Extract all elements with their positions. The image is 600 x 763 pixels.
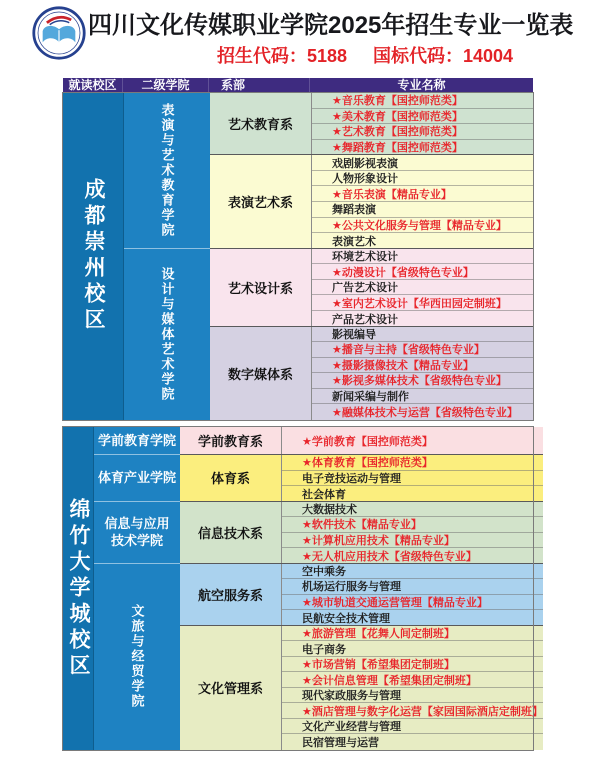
major-label: ★音乐教育【国控师范类】 bbox=[332, 95, 463, 108]
col-header-major: 专业名称 bbox=[397, 78, 446, 92]
campus-cell bbox=[63, 427, 94, 750]
national-code-value: 14004 bbox=[462, 46, 514, 66]
major-list bbox=[281, 502, 543, 563]
school-logo-icon bbox=[31, 5, 87, 61]
major-row bbox=[312, 93, 533, 109]
department-cell: 文化管理系 bbox=[197, 681, 263, 697]
major-label: 民航安全技术管理 bbox=[302, 613, 390, 625]
campus-cell bbox=[63, 93, 124, 420]
major-row bbox=[312, 264, 533, 280]
major-label: 人物形象设计 bbox=[332, 173, 398, 186]
major-row bbox=[312, 280, 533, 296]
department-section bbox=[210, 249, 533, 327]
major-row bbox=[282, 455, 543, 471]
major-label: ★影视多媒体技术【省级特色专业】 bbox=[332, 375, 507, 388]
major-row bbox=[282, 688, 543, 704]
national-code-label: 国标代码： bbox=[372, 46, 463, 66]
department-column bbox=[180, 564, 543, 750]
major-row bbox=[282, 471, 543, 487]
major-row bbox=[312, 109, 533, 125]
college-row bbox=[94, 564, 543, 750]
college-name-line: 体育产业学院 bbox=[97, 470, 176, 486]
major-row bbox=[312, 202, 533, 218]
major-label: ★学前教育【国控师范类】 bbox=[302, 435, 433, 448]
college-row bbox=[94, 502, 543, 564]
college-row bbox=[124, 93, 533, 249]
major-label: ★会计信息管理【希望集团定制班】 bbox=[302, 674, 477, 687]
department-column bbox=[180, 455, 543, 502]
major-label: ★公共文化服务与管理【精品专业】 bbox=[332, 219, 507, 232]
major-label: ★市场营销【希望集团定制班】 bbox=[302, 659, 455, 672]
department-cell: 艺术教育系 bbox=[227, 117, 293, 133]
department-cell: 艺术设计系 bbox=[227, 280, 293, 296]
major-list bbox=[311, 249, 533, 326]
major-row bbox=[282, 502, 543, 518]
college-cell bbox=[94, 502, 180, 564]
major-label: 戏剧影视表演 bbox=[332, 157, 398, 170]
major-label: ★酒店管理与数字化运营【家园国际酒店定制班】 bbox=[302, 705, 543, 718]
department-section bbox=[180, 564, 543, 626]
major-row bbox=[312, 186, 533, 202]
col-header-college: 二级学院 bbox=[123, 78, 209, 93]
major-row bbox=[312, 124, 533, 140]
college-name-line: 技术学院 bbox=[110, 533, 163, 549]
major-label: ★室内艺术设计【华西田园定制班】 bbox=[332, 297, 507, 310]
department-column bbox=[210, 93, 533, 249]
major-row bbox=[312, 233, 533, 249]
major-label: 现代家政服务与管理 bbox=[302, 690, 401, 703]
major-row bbox=[312, 249, 533, 265]
major-label: 表演艺术 bbox=[332, 235, 376, 248]
major-label: ★播音与主持【省级特色专业】 bbox=[332, 344, 485, 357]
major-row bbox=[312, 155, 533, 171]
campus-block bbox=[63, 93, 533, 420]
major-row bbox=[312, 140, 533, 156]
department-section bbox=[210, 155, 533, 248]
major-label: ★无人机应用技术【省级特色专业】 bbox=[302, 550, 477, 563]
department-cell: 数字媒体系 bbox=[227, 366, 293, 382]
major-row bbox=[312, 404, 533, 420]
major-label: ★音乐表演【精品专业】 bbox=[332, 188, 452, 201]
major-label: ★融媒体技术与运营【省级特色专业】 bbox=[332, 407, 518, 420]
college-cell bbox=[124, 93, 210, 249]
department-cell: 表演艺术系 bbox=[227, 194, 293, 210]
major-row bbox=[312, 327, 533, 343]
major-row bbox=[282, 672, 543, 688]
major-label: 电子商务 bbox=[302, 643, 346, 656]
major-label: 产品艺术设计 bbox=[332, 313, 398, 326]
major-row bbox=[282, 719, 543, 735]
admission-codes-line bbox=[130, 42, 600, 68]
major-label: ★软件技术【精品专业】 bbox=[302, 519, 422, 532]
major-row bbox=[282, 641, 543, 657]
college-name: 设计与媒体艺术学院 bbox=[159, 266, 175, 402]
major-list bbox=[311, 155, 533, 247]
major-label: ★城市轨道交通运营管理【精品专业】 bbox=[302, 596, 488, 609]
col-header-campus: 就读校区 bbox=[63, 78, 123, 93]
major-list bbox=[281, 564, 543, 625]
major-row bbox=[282, 703, 543, 719]
major-row bbox=[282, 486, 543, 502]
college-row bbox=[94, 455, 543, 502]
major-label: 民宿管理与运营 bbox=[302, 737, 379, 750]
col-header-department: 系部 bbox=[209, 78, 310, 93]
admission-code-value: 5188 bbox=[306, 46, 347, 66]
major-row bbox=[312, 342, 533, 358]
department-section bbox=[210, 327, 533, 420]
major-list bbox=[281, 626, 543, 750]
department-cell: 体育系 bbox=[210, 471, 250, 487]
major-row bbox=[312, 311, 533, 327]
major-row bbox=[282, 517, 543, 533]
department-column bbox=[180, 502, 543, 564]
department-cell: 航空服务系 bbox=[197, 587, 263, 603]
major-label: 电子竞技运动与管理 bbox=[302, 472, 401, 485]
major-label: 大数据技术 bbox=[302, 503, 357, 516]
department-cell: 信息技术系 bbox=[197, 525, 263, 541]
major-row bbox=[282, 595, 543, 611]
college-name-line: 学前教育学院 bbox=[97, 433, 176, 448]
major-label: ★旅游管理【花舞人间定制班】 bbox=[302, 628, 455, 641]
campus-name: 绵竹大学城校区 bbox=[67, 497, 90, 680]
department-section bbox=[180, 455, 543, 502]
major-row bbox=[282, 548, 543, 564]
major-label: 空中乘务 bbox=[302, 565, 346, 578]
major-row bbox=[282, 734, 543, 750]
major-label: 舞蹈表演 bbox=[332, 204, 376, 217]
major-label: ★体育教育【国控师范类】 bbox=[302, 457, 433, 470]
college-column bbox=[94, 427, 543, 750]
major-label: 环境艺术设计 bbox=[332, 250, 398, 263]
major-row bbox=[312, 171, 533, 187]
major-row bbox=[312, 295, 533, 311]
major-row bbox=[282, 657, 543, 673]
major-label: ★动漫设计【省级特色专业】 bbox=[332, 266, 474, 279]
college-row bbox=[94, 427, 543, 455]
major-label: ★计算机应用技术【精品专业】 bbox=[302, 534, 455, 547]
major-row bbox=[282, 427, 543, 454]
major-row bbox=[312, 389, 533, 405]
major-label: ★美术教育【国控师范类】 bbox=[332, 110, 463, 123]
major-row bbox=[282, 579, 543, 595]
admission-code-label: 招生代码： bbox=[216, 46, 307, 66]
college-name: 表演与艺术教育学院 bbox=[159, 102, 175, 238]
major-label: 影视编导 bbox=[332, 328, 376, 341]
major-list bbox=[311, 327, 533, 420]
major-row bbox=[282, 610, 543, 626]
college-column bbox=[124, 93, 533, 420]
campus-block bbox=[63, 427, 543, 750]
college-cell bbox=[94, 455, 180, 502]
major-list bbox=[281, 427, 543, 454]
major-row bbox=[282, 533, 543, 549]
college-name-line: 信息与应用 bbox=[104, 516, 170, 532]
major-row bbox=[312, 358, 533, 374]
department-cell: 学前教育系 bbox=[197, 434, 263, 449]
department-section bbox=[180, 427, 543, 455]
page-title: 四川文化传媒职业学院2025年招生专业一览表 bbox=[88, 12, 574, 39]
college-cell bbox=[124, 249, 210, 420]
department-column bbox=[210, 249, 533, 420]
major-label: ★摄影摄像技术【精品专业】 bbox=[332, 359, 474, 372]
department-section bbox=[210, 93, 533, 155]
table-header-row bbox=[63, 78, 533, 93]
college-row bbox=[124, 249, 533, 420]
major-list bbox=[311, 93, 533, 154]
major-row bbox=[312, 373, 533, 389]
major-list bbox=[281, 455, 543, 501]
department-column bbox=[180, 427, 543, 455]
college-cell bbox=[94, 564, 180, 750]
major-row bbox=[282, 626, 543, 642]
major-label: 新闻采编与制作 bbox=[332, 391, 409, 404]
major-row bbox=[312, 218, 533, 234]
major-label: 社会体育 bbox=[302, 488, 346, 501]
major-label: 文化产业经营与管理 bbox=[302, 721, 401, 734]
major-label: ★舞蹈教育【国控师范类】 bbox=[332, 142, 463, 155]
major-label: ★艺术教育【国控师范类】 bbox=[332, 126, 463, 139]
college-cell bbox=[94, 427, 180, 455]
campus-name: 成都崇州校区 bbox=[82, 178, 105, 335]
department-section bbox=[180, 502, 543, 564]
major-row bbox=[282, 564, 543, 580]
department-section bbox=[180, 626, 543, 750]
major-label: 机场运行服务与管理 bbox=[302, 581, 401, 594]
college-name: 文旅与经贸学院 bbox=[129, 604, 145, 710]
major-label: 广告艺术设计 bbox=[332, 282, 398, 295]
